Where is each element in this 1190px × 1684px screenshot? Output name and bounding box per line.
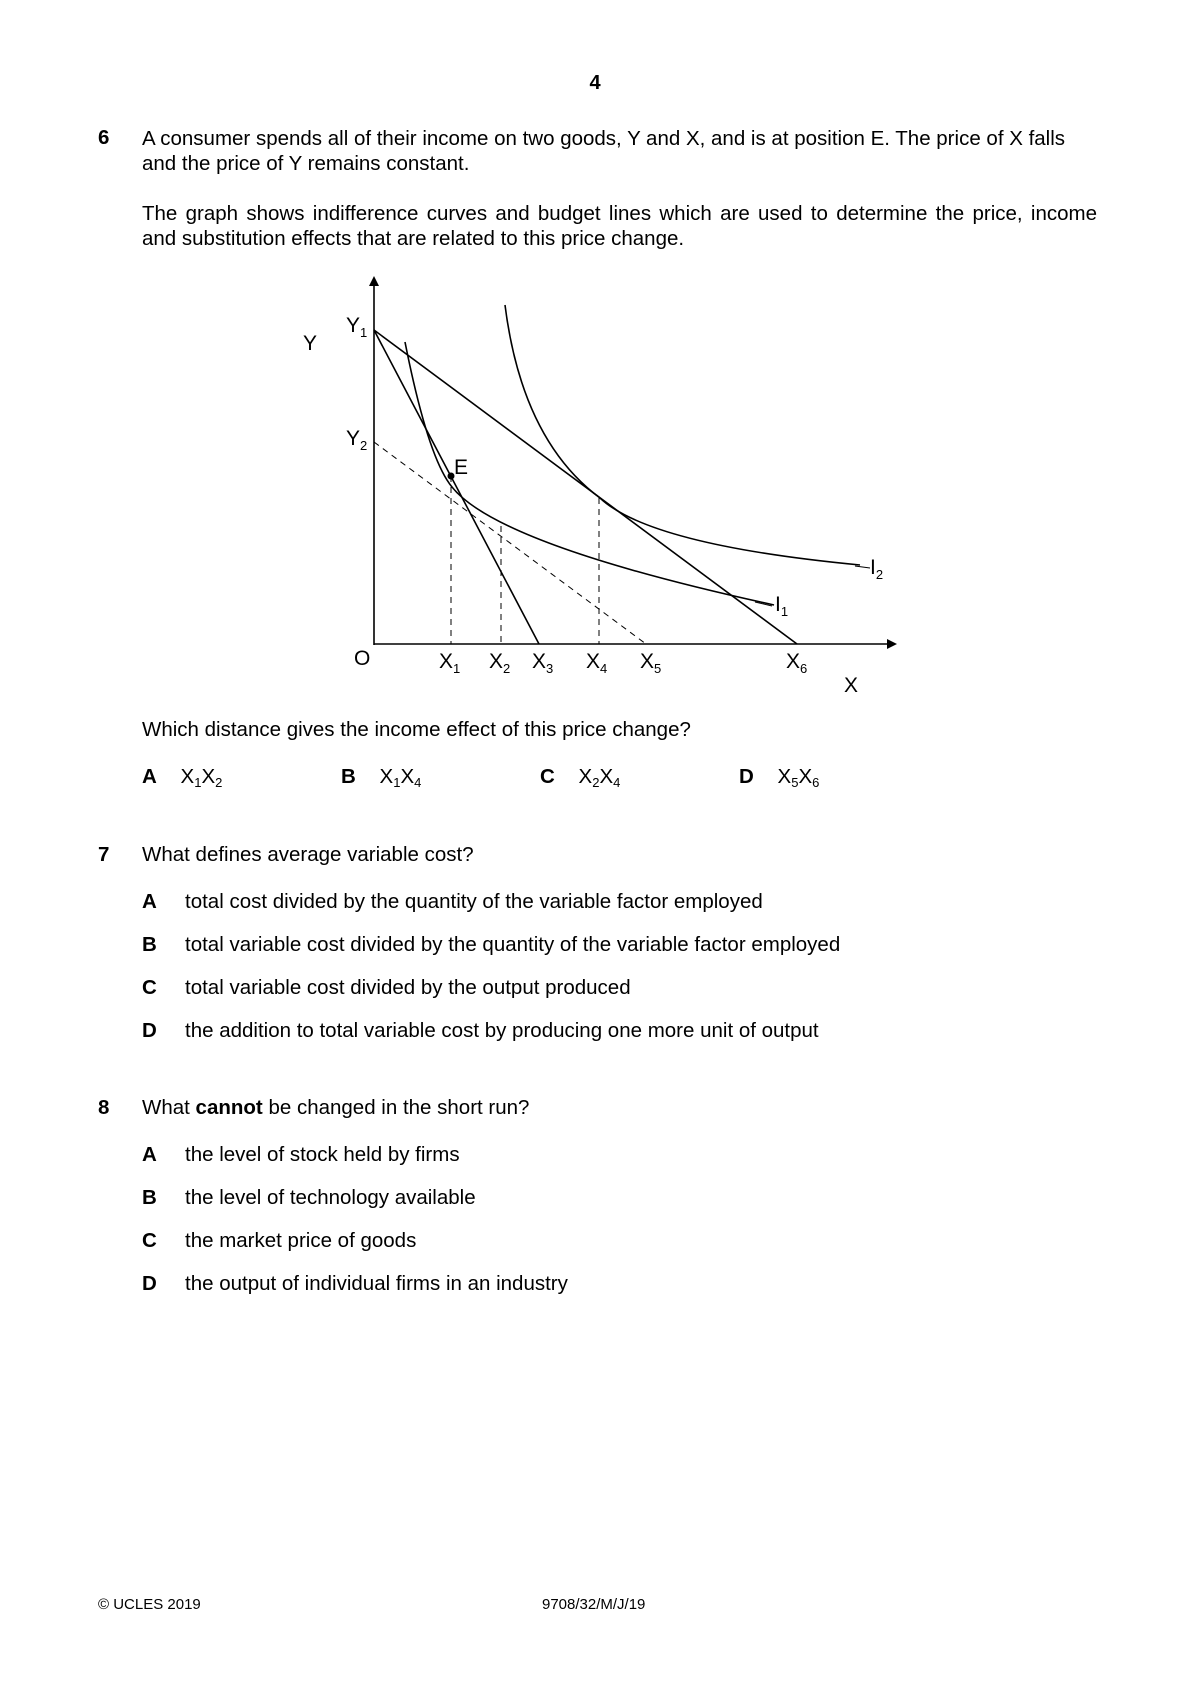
option-text: the addition to total variable cost by producing one more unit of output	[185, 1019, 819, 1042]
x5-label: $X_5$	[640, 650, 662, 676]
x4-label: $X_4$	[586, 650, 608, 676]
page-number: 4	[589, 72, 601, 94]
option-letter: B	[142, 933, 157, 956]
option-text: the market price of goods	[185, 1229, 417, 1252]
option-text: $X_5X_6$	[777, 765, 820, 790]
q8-option-a[interactable]	[142, 1143, 460, 1167]
question-7-stem: What defines average variable cost?	[142, 843, 474, 866]
question-7-number: 7	[98, 843, 110, 866]
option-text: total variable cost divided by the output produced	[185, 976, 631, 999]
option-text: the output of individual firms in an industry	[185, 1272, 568, 1295]
q8-option-d[interactable]	[142, 1272, 568, 1296]
y2-label: $Y_2$	[346, 427, 368, 453]
footer-paper-code: 9708/32/M/J/19	[542, 1596, 646, 1613]
option-letter: C	[540, 765, 555, 788]
option-text: $X_2X_4$	[578, 765, 621, 790]
original-budget-line	[374, 330, 539, 644]
indifference-curve-i2	[505, 305, 860, 565]
option-letter: B	[341, 765, 356, 788]
i1-label: $I_1$	[775, 593, 789, 619]
q6-option-a[interactable]	[142, 765, 222, 789]
x2-label: $X_2$	[489, 650, 511, 676]
option-letter: A	[142, 890, 157, 913]
x3-label: $X_3$	[532, 650, 554, 676]
question-6-number: 6	[98, 126, 110, 149]
y1-label: $Y_1$	[346, 314, 368, 340]
option-letter: D	[142, 1019, 157, 1042]
q7-option-a[interactable]	[142, 890, 763, 914]
option-text: the level of technology available	[185, 1186, 476, 1209]
option-letter: A	[142, 765, 157, 788]
q7-option-b[interactable]	[142, 933, 841, 957]
question-6-stem: A consumer spends all of their income on two goods, Y and X, and is at position E. The price of X falls and the price of Y remains constant.	[142, 127, 1066, 175]
q6-option-d[interactable]	[739, 765, 819, 789]
option-letter: C	[142, 976, 157, 999]
i2-leader	[855, 566, 870, 568]
question-6-prompt: Which distance gives the income effect of this price change?	[142, 718, 691, 741]
x-axis-label: X	[844, 674, 859, 697]
q6-option-b[interactable]	[341, 765, 421, 789]
option-text: the level of stock held by firms	[185, 1143, 460, 1166]
footer-copyright: © UCLES 2019	[98, 1596, 201, 1613]
q8-option-b[interactable]	[142, 1186, 476, 1210]
x1-label: $X_1$	[439, 650, 461, 676]
option-letter: D	[739, 765, 754, 788]
option-text: total cost divided by the quantity of the variable factor employed	[185, 890, 763, 913]
origin-label: O	[354, 647, 371, 670]
option-letter: C	[142, 1229, 157, 1252]
compensated-budget-line	[374, 442, 646, 644]
y-axis-label: Y	[303, 332, 318, 355]
option-text: $X_1X_2$	[180, 765, 223, 790]
option-letter: D	[142, 1272, 157, 1295]
q7-option-c[interactable]	[142, 976, 631, 1000]
q6-option-c[interactable]	[540, 765, 620, 789]
q7-option-d[interactable]	[142, 1019, 819, 1043]
x6-label: $X_6$	[786, 650, 808, 676]
option-text: $X_1X_4$	[379, 765, 422, 790]
indifference-curve-graph	[0, 0, 1190, 700]
question-8-number: 8	[98, 1096, 110, 1119]
point-e-label: E	[454, 456, 469, 479]
q8-option-c[interactable]	[142, 1229, 417, 1253]
option-letter: A	[142, 1143, 157, 1166]
question-6-graph-description: The graph shows indifference curves and budget lines which are used to determine the price, income and substitution effects that are related to this price change.	[142, 202, 1097, 250]
option-letter: B	[142, 1186, 157, 1209]
i2-label: $I_2$	[870, 556, 884, 582]
question-8-stem: What cannot be changed in the short run?	[142, 1096, 530, 1119]
option-text: total variable cost divided by the quantity of the variable factor employed	[185, 933, 841, 956]
